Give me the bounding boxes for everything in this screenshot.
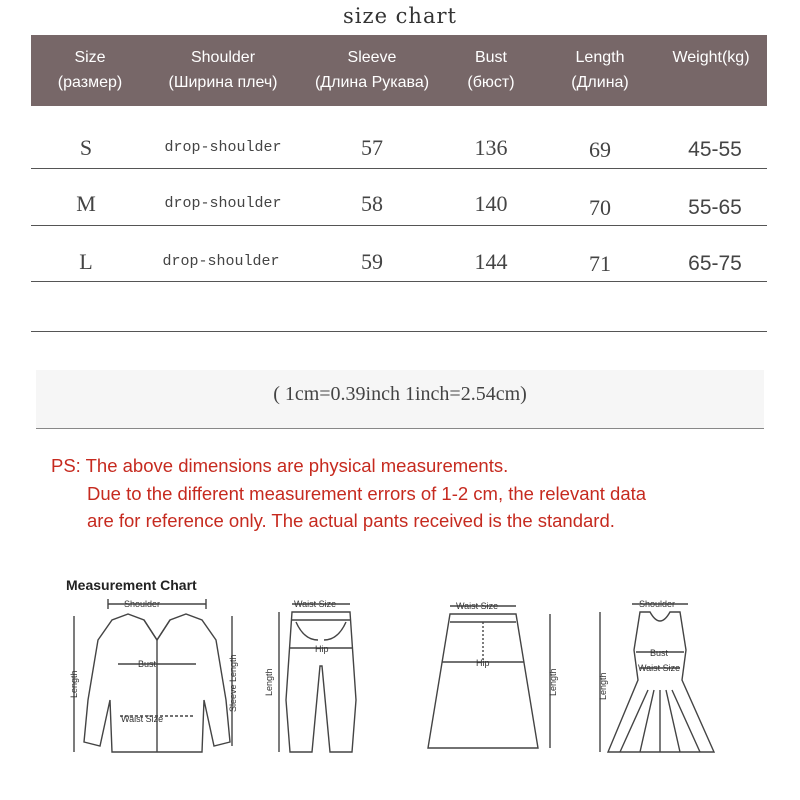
cell-bust: 140 [474, 191, 508, 216]
unit-conversion: ( 1cm=0.39inch 1inch=2.54cm) [273, 383, 527, 405]
header-bust: Bust (бюст) [467, 49, 515, 91]
cell-weight: 65-75 [688, 252, 742, 275]
shirt-bust-label: Bust [138, 659, 157, 669]
ps-note-line-2: Due to the different measurement errors of 1-2 cm, the relevant data [87, 483, 647, 504]
pants-hip-label: Hip [315, 644, 329, 654]
cell-shoulder: drop-shoulder [164, 195, 282, 212]
header-size: Size (размер) [57, 49, 123, 91]
cell-bust: 136 [474, 135, 508, 160]
dress-length-label: Length [598, 672, 608, 700]
pants-diagram [279, 604, 356, 752]
dress-shoulder-label: Shoulder [639, 599, 676, 609]
shirt-shoulder-label: Shoulder [124, 599, 161, 609]
skirt-hip-label: Hip [476, 658, 490, 668]
shirt-waist-label: Waist Size [121, 714, 164, 724]
dress-bust-label: Bust [650, 648, 669, 658]
cell-length: 71 [589, 251, 611, 276]
skirt-length-label: Length [548, 668, 558, 696]
header-sleeve: Sleeve (Длина Рукава) [314, 49, 430, 91]
skirt-waist-label: Waist Size [456, 601, 499, 611]
cell-size: S [79, 135, 93, 160]
ps-note-line-1: PS: The above dimensions are physical measurements. [51, 455, 509, 476]
measurement-chart-title: Measurement Chart [66, 577, 197, 593]
header-shoulder: Shoulder (Ширина плеч) [168, 49, 278, 91]
pants-waist-label: Waist Size [294, 599, 337, 609]
shirt-diagram [74, 599, 232, 752]
cell-sleeve: 58 [361, 191, 383, 216]
pants-length-label: Length [264, 668, 274, 696]
cell-length: 70 [589, 195, 611, 220]
header-weight: Weight(kg) [672, 49, 750, 66]
ps-note-line-3: are for reference only. The actual pants received is the standard. [87, 510, 615, 531]
cell-size: M [76, 191, 96, 216]
shirt-length-label: Length [69, 670, 79, 698]
skirt-diagram [428, 606, 550, 748]
cell-weight: 45-55 [688, 138, 742, 161]
cell-sleeve: 57 [361, 135, 383, 160]
dress-waist-label: Waist Size [638, 663, 681, 673]
page-title: size chart [343, 4, 457, 28]
shirt-sleeve-label: Sleeve Length [228, 654, 238, 712]
cell-shoulder: drop-shoulder [164, 139, 282, 156]
dress-diagram [600, 604, 714, 752]
header-length: Length (Длина) [571, 49, 629, 91]
cell-shoulder: drop-shoulder [162, 253, 280, 270]
cell-size: L [79, 249, 93, 274]
cell-length: 69 [589, 137, 611, 162]
cell-bust: 144 [474, 249, 508, 274]
cell-sleeve: 59 [361, 249, 383, 274]
cell-weight: 55-65 [688, 196, 742, 219]
